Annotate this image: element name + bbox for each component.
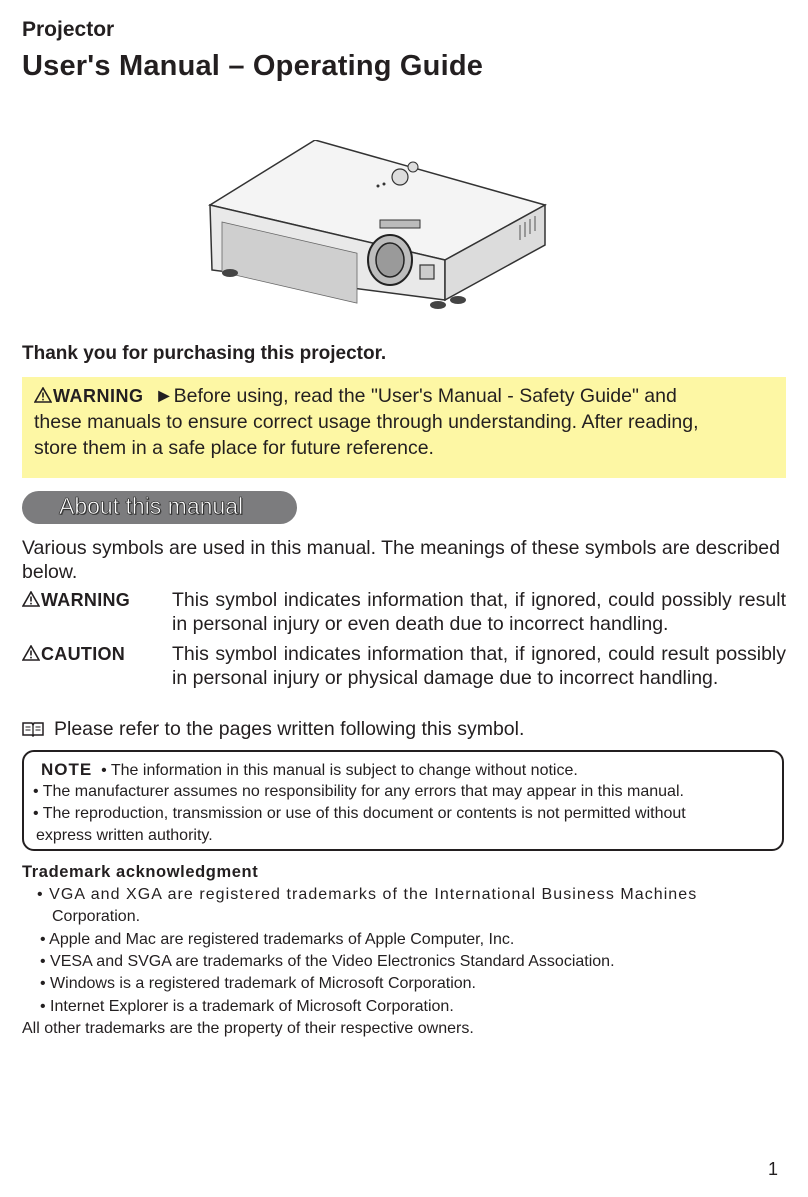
symbol-label-text: CAUTION	[41, 644, 126, 664]
trademark-footer: All other trademarks are the property of their respective owners.	[22, 1020, 474, 1037]
symbol-desc-caution: This symbol indicates information that, if ignored, could result possibly in personal injury or physical damage due to incorrect handling.	[172, 643, 786, 689]
thanks-line: Thank you for purchasing this projector.	[22, 343, 387, 364]
page-reference-row	[22, 718, 524, 741]
section-heading: About this manual	[59, 493, 244, 519]
warning-text-1: ►Before using, read the "User's Manual - Safety Guide" and	[154, 385, 677, 407]
warning-triangle-icon	[34, 387, 52, 403]
trademark-line-3: • VESA and SVGA are trademarks of the Video Electronics Standard Association.	[40, 953, 615, 970]
note-line-3: • The reproduction, transmission or use of this document or contents is not permitted without	[33, 805, 686, 822]
note-line-1	[41, 759, 578, 782]
warning-line-3: store them in a safe place for future reference.	[34, 437, 434, 459]
warning-line-1	[34, 383, 774, 409]
page-reference-text: Please refer to the pages written following this symbol.	[54, 718, 525, 740]
trademark-line-2: • Apple and Mac are registered trademarks of Apple Computer, Inc.	[40, 931, 515, 948]
note-line-4: express written authority.	[36, 827, 213, 844]
symbol-row-warning	[22, 588, 787, 638]
intro-paragraph: Various symbols are used in this manual. The meanings of these symbols are described below.	[22, 537, 780, 583]
note-box	[22, 750, 784, 851]
trademark-line-4: • Windows is a registered trademark of Microsoft Corporation.	[40, 975, 476, 992]
document-kicker: Projector	[22, 18, 115, 41]
trademark-line-1: • VGA and XGA are registered trademarks of the International Business Machines	[37, 886, 698, 903]
warning-triangle-icon	[22, 591, 40, 607]
trademark-line-5: • Internet Explorer is a trademark of Microsoft Corporation.	[40, 998, 454, 1015]
warning-box	[22, 377, 786, 478]
note-label: NOTE	[41, 760, 93, 779]
symbol-row-caution	[22, 642, 787, 716]
symbol-desc-warning: This symbol indicates information that, if ignored, could possibly result in personal injury or even death due to incorrect handling.	[172, 589, 786, 635]
symbol-label-warning	[22, 588, 130, 612]
note-line-2: • The manufacturer assumes no responsibility for any errors that may appear in this manual.	[33, 783, 684, 800]
trademark-heading: Trademark acknowledgment	[22, 863, 259, 881]
warning-tag: WARNING	[53, 386, 144, 406]
book-icon	[22, 721, 44, 737]
caution-triangle-icon	[22, 645, 40, 661]
symbol-label-caution	[22, 642, 125, 666]
section-heading-pill	[22, 491, 297, 524]
note-text-1: • The information in this manual is subject to change without notice.	[101, 762, 578, 779]
document-title: User's Manual – Operating Guide	[22, 50, 484, 82]
projector-illustration	[200, 140, 550, 315]
symbol-label-text: WARNING	[41, 590, 131, 610]
trademark-line-1b: Corporation.	[52, 908, 141, 925]
warning-line-2: these manuals to ensure correct usage through understanding. After reading,	[34, 411, 699, 433]
page-number: 1	[767, 1159, 778, 1179]
